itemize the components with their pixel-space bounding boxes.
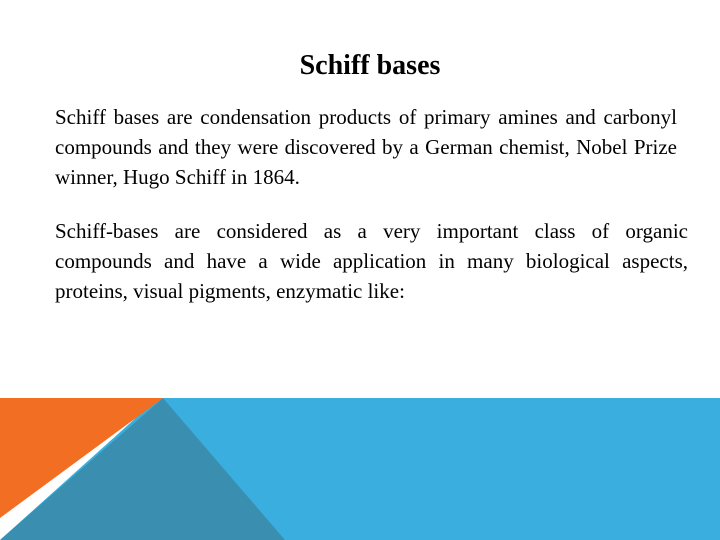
footer-decoration [0, 398, 720, 540]
slide-title: Schiff bases [299, 50, 441, 81]
paragraph-importance: Schiff-bases are considered as a very important class of organic compounds and have a wide application in many biological aspects, proteins, visual pigments, enzymatic like: [55, 219, 688, 303]
paragraph-definition: Schiff bases are condensation products of primary amines and carbonyl compounds and they were discovered by a German chemist, Nobel Prize winner, Hugo Schiff in 1864. [55, 105, 677, 189]
